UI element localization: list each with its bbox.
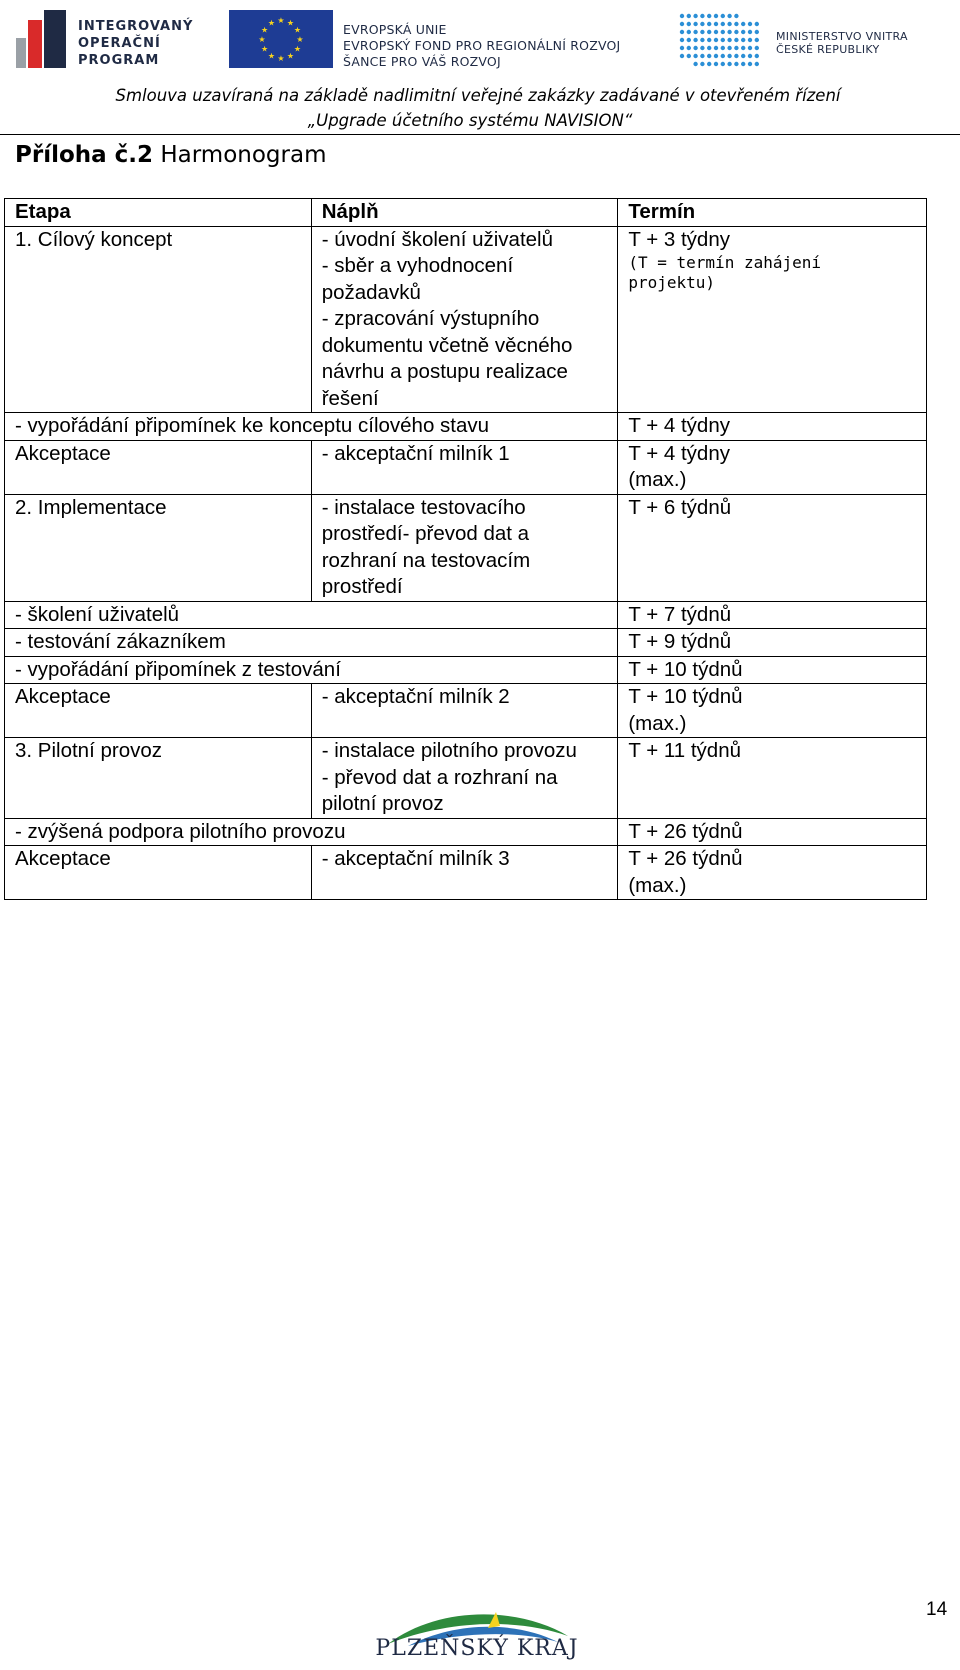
eu-star-icon: ★ bbox=[277, 54, 285, 63]
mv-dot-icon bbox=[748, 46, 752, 50]
mv-dot-icon bbox=[741, 38, 745, 42]
mv-dot-icon bbox=[748, 38, 752, 42]
cell-termin: T + 11 týdnů bbox=[618, 738, 927, 819]
mv-dot-icon bbox=[748, 22, 752, 26]
cell-activity: - vypořádání připomínek z testování bbox=[5, 656, 618, 684]
termin-note: (T = termín zahájení projektu) bbox=[628, 253, 822, 292]
mv-dot-icon bbox=[714, 22, 718, 26]
eu-star-icon: ★ bbox=[267, 51, 276, 61]
mv-dot-icon bbox=[680, 30, 684, 34]
mv-dot-icon bbox=[693, 62, 697, 66]
iop-logo-bar-red bbox=[28, 20, 42, 68]
mv-dot-icon bbox=[680, 46, 684, 50]
mv-dot-icon bbox=[687, 46, 691, 50]
cell-etapa: 2. Implementace bbox=[5, 494, 312, 601]
eu-text-line-3: ŠANCE PRO VÁŠ ROZVOJ bbox=[343, 54, 501, 69]
table-header-row bbox=[5, 199, 927, 227]
mv-dot-icon bbox=[714, 46, 718, 50]
cell-termin: T + 26 týdnů bbox=[618, 818, 927, 846]
iop-logo-text bbox=[78, 18, 193, 69]
mv-dot-icon bbox=[734, 46, 738, 50]
mv-dot-icon bbox=[687, 38, 691, 42]
mv-dot-icon bbox=[687, 54, 691, 58]
eu-star-icon: ★ bbox=[286, 18, 295, 28]
iop-logo bbox=[16, 8, 206, 68]
mv-dot-icon bbox=[727, 22, 731, 26]
cell-termin: T + 10 týdnů bbox=[618, 656, 927, 684]
mv-dot-icon bbox=[727, 30, 731, 34]
cell-termin: T + 10 týdnů (max.) bbox=[618, 684, 927, 738]
cell-termin: T + 26 týdnů (max.) bbox=[618, 846, 927, 900]
table-row bbox=[5, 684, 927, 738]
mv-dot-icon bbox=[755, 54, 759, 58]
mv-dot-icon bbox=[727, 54, 731, 58]
mv-dot-icon bbox=[734, 22, 738, 26]
iop-logo-line-3: PROGRAM bbox=[78, 53, 160, 68]
eu-star-icon: ★ bbox=[296, 35, 304, 44]
mv-dot-icon bbox=[700, 46, 704, 50]
eu-star-icon: ★ bbox=[258, 35, 266, 44]
termin-value: T + 3 týdny bbox=[628, 227, 730, 251]
page-number: 14 bbox=[926, 1599, 948, 1620]
mv-dot-icon bbox=[693, 46, 697, 50]
mv-text-line-1: MINISTERSTVO VNITRA bbox=[776, 30, 908, 43]
mv-dot-icon bbox=[721, 62, 725, 66]
mv-dot-icon bbox=[714, 14, 718, 18]
table-row bbox=[5, 846, 927, 900]
mv-dot-icon bbox=[721, 46, 725, 50]
mv-dot-icon bbox=[680, 54, 684, 58]
mv-dot-icon bbox=[707, 62, 711, 66]
eu-text-line-1: EVROPSKÁ UNIE bbox=[343, 22, 447, 37]
mv-dot-icon bbox=[707, 54, 711, 58]
table-row bbox=[5, 226, 927, 413]
eu-text-line-2: EVROPSKÝ FOND PRO REGIONÁLNÍ ROZVOJ bbox=[343, 38, 621, 53]
mv-dot-icon bbox=[727, 14, 731, 18]
mv-dot-icon bbox=[707, 30, 711, 34]
mv-dot-icon bbox=[721, 30, 725, 34]
iop-logo-bar-gray bbox=[16, 38, 26, 68]
table-row bbox=[5, 413, 927, 441]
mv-text-line-2: ČESKÉ REPUBLIKY bbox=[776, 43, 880, 56]
mv-dot-icon bbox=[687, 30, 691, 34]
mv-dot-icon bbox=[700, 30, 704, 34]
header-napln: Náplň bbox=[311, 199, 618, 227]
mv-dot-icon bbox=[734, 14, 738, 18]
eu-star-icon: ★ bbox=[260, 25, 269, 35]
cell-etapa: Akceptace bbox=[5, 440, 312, 494]
mv-dot-icon bbox=[700, 54, 704, 58]
cell-activity: - testování zákazníkem bbox=[5, 629, 618, 657]
cell-termin: T + 7 týdnů bbox=[618, 601, 927, 629]
mv-dot-icon bbox=[693, 14, 697, 18]
contract-line-1: Smlouva uzavíraná na základě nadlimitní veřejné zakázky zadávané v otevřeném řízení bbox=[115, 86, 841, 105]
mv-dot-icon bbox=[687, 22, 691, 26]
mv-dot-icon bbox=[680, 22, 684, 26]
mv-dot-icon bbox=[707, 46, 711, 50]
page-title bbox=[15, 142, 326, 168]
table-row bbox=[5, 440, 927, 494]
mv-dot-icon bbox=[748, 30, 752, 34]
cell-activity: - školení uživatelů bbox=[5, 601, 618, 629]
contract-line-2: „Upgrade účetního systému NAVISION“ bbox=[307, 111, 633, 130]
table-row bbox=[5, 818, 927, 846]
cell-napln: - instalace testovacího prostředí- převod dat a rozhraní na testovacím prostředí bbox=[311, 494, 618, 601]
schedule-table bbox=[4, 198, 927, 900]
mv-dot-icon bbox=[721, 14, 725, 18]
mv-dot-icon bbox=[707, 38, 711, 42]
iop-logo-line-2: OPERAČNÍ bbox=[78, 36, 161, 51]
eu-text bbox=[343, 22, 620, 70]
cell-napln: - akceptační milník 3 bbox=[311, 846, 618, 900]
mv-dot-icon bbox=[748, 54, 752, 58]
mv-dot-icon bbox=[741, 54, 745, 58]
mv-dot-icon bbox=[693, 38, 697, 42]
eu-star-icon: ★ bbox=[293, 44, 302, 54]
eu-star-icon: ★ bbox=[267, 18, 276, 28]
mv-dot-icon bbox=[721, 22, 725, 26]
mv-dot-icon bbox=[734, 62, 738, 66]
mv-dot-icon bbox=[734, 54, 738, 58]
table-row bbox=[5, 738, 927, 819]
mv-dot-icon bbox=[755, 46, 759, 50]
mv-dot-icon bbox=[741, 46, 745, 50]
plzensky-kraj-logo-text: PLZEŇSKÝ KRAJ bbox=[375, 1636, 579, 1661]
mv-dot-icon bbox=[727, 62, 731, 66]
iop-logo-bar-navy bbox=[44, 10, 66, 68]
eu-star-icon: ★ bbox=[293, 25, 302, 35]
mv-dot-icon bbox=[714, 30, 718, 34]
mv-dot-icon bbox=[707, 14, 711, 18]
mv-dot-icon bbox=[714, 54, 718, 58]
mv-dot-icon bbox=[755, 30, 759, 34]
mv-text bbox=[776, 30, 908, 56]
mv-dot-icon bbox=[734, 30, 738, 34]
cell-termin bbox=[618, 226, 927, 413]
cell-termin: T + 6 týdnů bbox=[618, 494, 927, 601]
mv-dot-icon bbox=[714, 38, 718, 42]
mv-dot-icon bbox=[755, 22, 759, 26]
cell-activity: - vypořádání připomínek ke konceptu cílového stavu bbox=[5, 413, 618, 441]
mv-dot-icon bbox=[700, 14, 704, 18]
mv-dot-icon bbox=[680, 38, 684, 42]
cell-napln: - úvodní školení uživatelů - sběr a vyhodnocení požadavků - zpracování výstupního dokumentu včetně věcného návrhu a postupu realizace řešení bbox=[311, 226, 618, 413]
cell-napln: - akceptační milník 1 bbox=[311, 440, 618, 494]
table-row bbox=[5, 601, 927, 629]
mv-dots-logo-icon bbox=[678, 12, 762, 68]
mv-dot-icon bbox=[680, 14, 684, 18]
mv-dot-icon bbox=[741, 30, 745, 34]
mv-dot-icon bbox=[693, 30, 697, 34]
mv-dot-icon bbox=[755, 38, 759, 42]
mv-dot-icon bbox=[755, 62, 759, 66]
mv-dot-icon bbox=[727, 46, 731, 50]
mv-dot-icon bbox=[707, 22, 711, 26]
cell-etapa: Akceptace bbox=[5, 684, 312, 738]
iop-logo-line-1: INTEGROVANÝ bbox=[78, 19, 194, 34]
table-row bbox=[5, 629, 927, 657]
mv-dot-icon bbox=[741, 62, 745, 66]
cell-etapa: 3. Pilotní provoz bbox=[5, 738, 312, 819]
mv-dot-icon bbox=[748, 62, 752, 66]
header-etapa: Etapa bbox=[5, 199, 312, 227]
mv-dot-icon bbox=[727, 38, 731, 42]
mv-dot-icon bbox=[721, 38, 725, 42]
mv-dot-icon bbox=[687, 14, 691, 18]
mv-dot-icon bbox=[693, 22, 697, 26]
cell-napln: - akceptační milník 2 bbox=[311, 684, 618, 738]
mv-dot-icon bbox=[700, 22, 704, 26]
eu-flag-icon bbox=[229, 10, 333, 68]
table-row bbox=[5, 656, 927, 684]
eu-star-icon: ★ bbox=[286, 51, 295, 61]
mv-dot-icon bbox=[714, 62, 718, 66]
mv-dot-icon bbox=[741, 22, 745, 26]
cell-etapa: 1. Cílový koncept bbox=[5, 226, 312, 413]
cell-termin: T + 9 týdnů bbox=[618, 629, 927, 657]
mv-dot-icon bbox=[700, 62, 704, 66]
mv-dot-icon bbox=[721, 54, 725, 58]
cell-termin: T + 4 týdny (max.) bbox=[618, 440, 927, 494]
table-row bbox=[5, 494, 927, 601]
header-rule bbox=[0, 134, 960, 135]
mv-dot-icon bbox=[693, 54, 697, 58]
mv-dot-icon bbox=[700, 38, 704, 42]
eu-star-icon: ★ bbox=[277, 16, 285, 25]
page-title-rest: Harmonogram bbox=[153, 142, 327, 168]
mv-dot-icon bbox=[734, 38, 738, 42]
page-title-bold: Příloha č.2 bbox=[15, 142, 154, 168]
header-termin: Termín bbox=[618, 199, 927, 227]
cell-napln: - instalace pilotního provozu - převod dat a rozhraní na pilotní provoz bbox=[311, 738, 618, 819]
cell-termin: T + 4 týdny bbox=[618, 413, 927, 441]
eu-star-icon: ★ bbox=[260, 44, 269, 54]
cell-etapa: Akceptace bbox=[5, 846, 312, 900]
cell-activity: - zvýšená podpora pilotního provozu bbox=[5, 818, 618, 846]
